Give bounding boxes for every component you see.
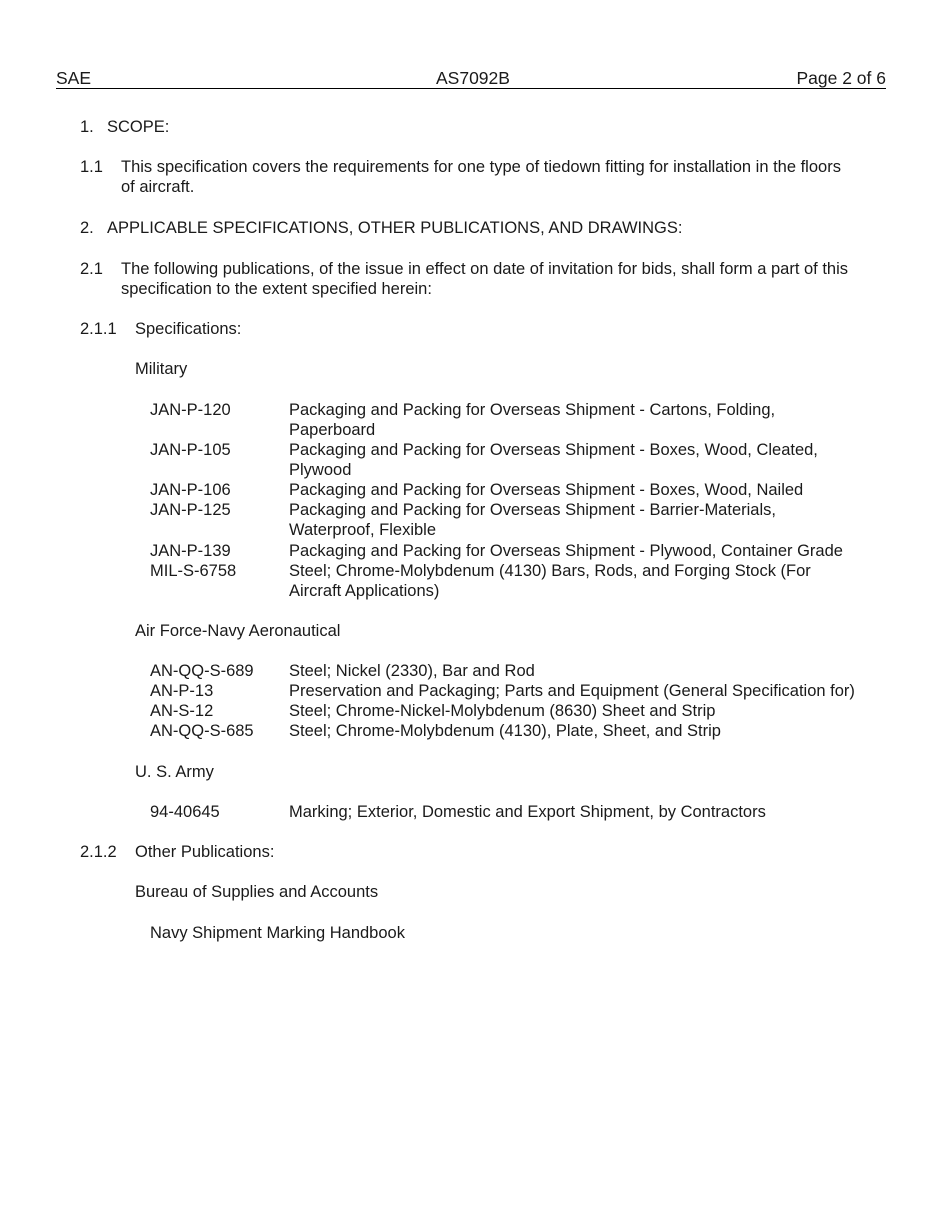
military-heading: Military: [135, 360, 188, 378]
publication-title: Navy Shipment Marking Handbook: [150, 924, 405, 942]
spec-title-line: Steel; Nickel (2330), Bar and Rod: [289, 662, 535, 680]
section-2-1-1-heading: [80, 319, 880, 339]
spec-title-line: Packaging and Packing for Overseas Shipment - Plywood, Container Grade: [289, 542, 843, 560]
section-title: Specifications:: [135, 320, 242, 338]
spec-code: MIL-S-6758: [150, 562, 237, 580]
spec-code: JAN-P-125: [150, 501, 231, 519]
section-1-1-paragraph: [80, 157, 880, 197]
spec-code: AN-QQ-S-689: [150, 662, 254, 680]
spec-title-line: Preservation and Packaging; Parts and Equipment (General Specification for): [289, 682, 855, 700]
spec-title-line: Plywood: [289, 461, 352, 479]
spec-title-line: Waterproof, Flexible: [289, 521, 437, 539]
spec-code: 94-40645: [150, 803, 220, 821]
spec-code: JAN-P-105: [150, 441, 231, 459]
spec-title-line: Packaging and Packing for Overseas Shipment - Barrier-Materials,: [289, 501, 776, 519]
section-number: 2.1.1: [80, 320, 117, 338]
spec-title-line: Packaging and Packing for Overseas Shipment - Boxes, Wood, Cleated,: [289, 441, 818, 459]
spec-code: AN-S-12: [150, 702, 214, 720]
paragraph-line: The following publications, of the issue in effect on date of invitation for bids, shall form a part of this: [121, 260, 849, 278]
spec-code: AN-QQ-S-685: [150, 722, 254, 740]
section-number: 2.: [80, 219, 94, 237]
section-number: 2.1.2: [80, 843, 117, 861]
paragraph-line: specification to the extent specified herein:: [121, 280, 432, 298]
section-number: 1.1: [80, 158, 103, 176]
section-2-1-paragraph: [80, 259, 880, 299]
section-number: 2.1: [80, 260, 103, 278]
spec-title-line: Steel; Chrome-Molybdenum (4130), Plate, Sheet, and Strip: [289, 722, 721, 740]
bureau-heading: Bureau of Supplies and Accounts: [135, 883, 379, 901]
spec-title-line: Packaging and Packing for Overseas Shipment - Boxes, Wood, Nailed: [289, 481, 804, 499]
page-header: [56, 68, 886, 89]
header-org: SAE: [56, 68, 92, 88]
spec-code: AN-P-13: [150, 682, 214, 700]
section-1-heading: [80, 117, 880, 137]
section-title: Other Publications:: [135, 843, 275, 861]
spec-title-line: Steel; Chrome-Molybdenum (4130) Bars, Rods, and Forging Stock (For: [289, 562, 811, 580]
army-heading: U. S. Army: [135, 763, 214, 781]
section-title: APPLICABLE SPECIFICATIONS, OTHER PUBLICATIONS, AND DRAWINGS:: [107, 219, 683, 237]
spec-title-line: Aircraft Applications): [289, 582, 440, 600]
spec-title-line: Paperboard: [289, 421, 376, 439]
spec-code: JAN-P-120: [150, 401, 231, 419]
section-title: SCOPE:: [107, 118, 170, 136]
section-2-1-2-heading: [80, 842, 880, 862]
paragraph-line: of aircraft.: [121, 178, 195, 196]
spec-code: JAN-P-139: [150, 542, 231, 560]
spec-title-line: Packaging and Packing for Overseas Shipment - Cartons, Folding,: [289, 401, 776, 419]
header-page-number: Page 2 of 6: [796, 68, 886, 88]
header-doc-id: AS7092B: [436, 68, 510, 88]
spec-title-line: Marking; Exterior, Domestic and Export Shipment, by Contractors: [289, 803, 766, 821]
paragraph-line: This specification covers the requirements for one type of tiedown fitting for installation in the floors: [121, 158, 841, 176]
afna-heading: Air Force-Navy Aeronautical: [135, 622, 341, 640]
spec-title-line: Steel; Chrome-Nickel-Molybdenum (8630) Sheet and Strip: [289, 702, 716, 720]
section-number: 1.: [80, 118, 94, 136]
spec-code: JAN-P-106: [150, 481, 231, 499]
section-2-heading: [80, 218, 880, 238]
